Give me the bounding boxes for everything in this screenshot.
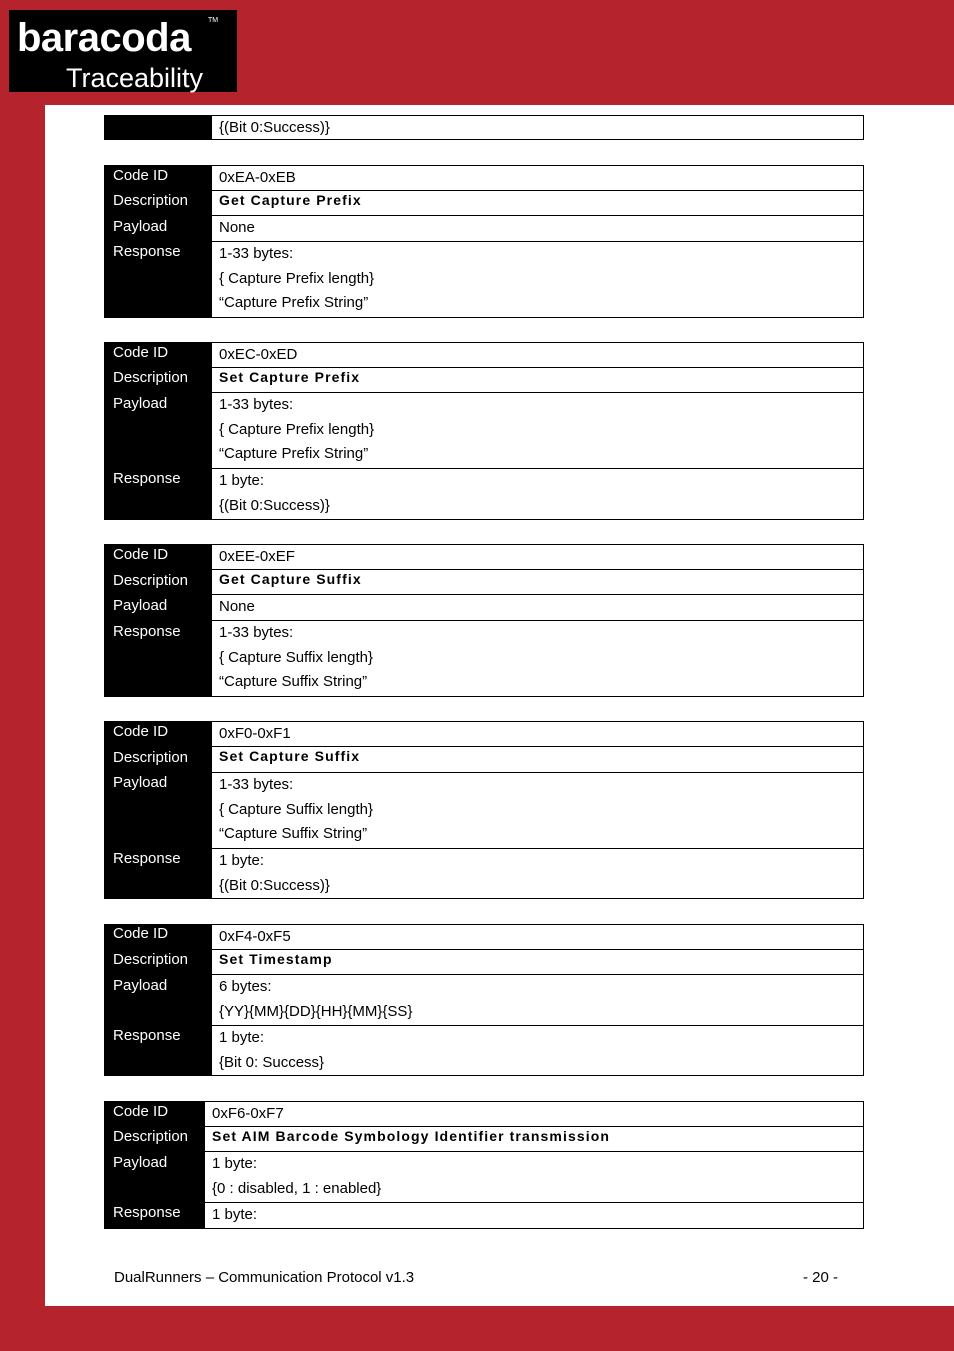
response-cell [211, 115, 864, 140]
payload-line: None [219, 598, 255, 615]
description-value: Set Capture Prefix [219, 369, 361, 385]
payload-cell [211, 393, 864, 469]
response-label: Response [113, 850, 181, 867]
payload-label: Payload [113, 218, 168, 235]
payload-cell [204, 1152, 864, 1203]
description-value: Set Timestamp [219, 951, 333, 967]
description-cell [204, 1127, 864, 1152]
command-table-0xEC [104, 342, 864, 520]
logo-brand: baracoda [17, 16, 191, 60]
payload-line: {0 : disabled, 1 : enabled} [212, 1179, 382, 1197]
payload-label: Payload [113, 774, 168, 791]
payload-label: Payload [113, 977, 168, 994]
description-label: Description [113, 572, 189, 589]
response-cell [211, 469, 864, 520]
label-column [104, 115, 212, 140]
code-id-cell [204, 1101, 864, 1127]
response-line: 1 byte: [219, 852, 265, 869]
code-id-cell [211, 544, 864, 570]
response-cell [211, 242, 864, 318]
description-cell [211, 950, 864, 975]
response-line: “Capture Suffix String” [219, 673, 368, 690]
response-label: Response [113, 623, 181, 640]
payload-cell [211, 975, 864, 1026]
description-value: Get Capture Suffix [219, 571, 362, 587]
code-id-value: 0xEA-0xEB [219, 169, 296, 186]
payload-cell [211, 216, 864, 242]
response-line: {(Bit 0:Success)} [219, 876, 330, 894]
description-label: Description [113, 749, 189, 766]
payload-line: {YY}{MM}{DD}{HH}{MM}{SS} [219, 1002, 413, 1020]
code-id-cell [211, 924, 864, 950]
payload-label: Payload [113, 395, 168, 412]
response-label: Response [113, 1204, 181, 1221]
payload-line: 6 bytes: [219, 978, 272, 995]
code-id-label: Code ID [113, 344, 169, 361]
description-cell [211, 570, 864, 595]
command-table-0xF0 [104, 721, 864, 899]
response-line: 1-33 bytes: [219, 245, 294, 262]
response-cell [211, 1026, 864, 1076]
response-cell [211, 621, 864, 697]
description-value: Get Capture Prefix [219, 192, 362, 208]
code-id-value: 0xF0-0xF1 [219, 725, 291, 742]
logo-subtitle: Traceability [66, 63, 204, 93]
payload-line: { Capture Prefix length} [219, 420, 375, 438]
command-table-0xEE [104, 544, 864, 697]
description-cell [211, 368, 864, 393]
payload-cell [211, 595, 864, 621]
payload-line: 1-33 bytes: [219, 396, 294, 413]
response-cell [204, 1203, 864, 1229]
payload-line: 1 byte: [212, 1155, 258, 1172]
command-table-0xF4 [104, 924, 864, 1076]
code-id-value: 0xEE-0xEF [219, 548, 295, 565]
code-id-label: Code ID [113, 1103, 169, 1120]
payload-line: { Capture Suffix length} [219, 800, 373, 818]
code-id-label: Code ID [113, 723, 169, 740]
response-line: “Capture Prefix String” [219, 294, 369, 311]
response-line: 1 byte: [212, 1206, 258, 1223]
code-id-cell [211, 165, 864, 191]
table-fragment [104, 115, 864, 140]
payload-cell [211, 773, 864, 849]
response-line: {Bit 0: Success} [219, 1053, 325, 1071]
description-cell [211, 191, 864, 216]
description-cell [211, 747, 864, 773]
code-id-value: 0xEC-0xED [219, 346, 298, 363]
payload-line: “Capture Suffix String” [219, 825, 368, 842]
logo-trademark: TM [208, 17, 219, 24]
response-line: {(Bit 0:Success)} [219, 119, 330, 136]
response-cell [211, 849, 864, 899]
code-id-label: Code ID [113, 546, 169, 563]
label-column [104, 544, 212, 697]
payload-label: Payload [113, 1154, 168, 1171]
response-line: { Capture Prefix length} [219, 269, 375, 287]
code-id-value: 0xF4-0xF5 [219, 928, 291, 945]
code-id-value: 0xF6-0xF7 [212, 1105, 284, 1122]
description-value: Set Capture Suffix [219, 748, 361, 764]
description-label: Description [113, 369, 189, 386]
footer-title: DualRunners – Communication Protocol v1.3 [114, 1269, 415, 1286]
response-line: {(Bit 0:Success)} [219, 496, 330, 514]
description-label: Description [113, 951, 189, 968]
command-table-0xEA [104, 165, 864, 318]
description-value: Set AIM Barcode Symbology Identifier transmission [212, 1128, 611, 1144]
response-line: { Capture Suffix length} [219, 648, 373, 666]
payload-label: Payload [113, 597, 168, 614]
payload-line: “Capture Prefix String” [219, 445, 369, 462]
response-label: Response [113, 243, 181, 260]
command-table-0xF6 [104, 1101, 864, 1229]
response-label: Response [113, 470, 181, 487]
code-id-cell [211, 721, 864, 747]
code-id-cell [211, 342, 864, 368]
description-label: Description [113, 192, 189, 209]
response-line: 1 byte: [219, 472, 265, 489]
code-id-label: Code ID [113, 167, 169, 184]
payload-line: 1-33 bytes: [219, 776, 294, 793]
code-id-label: Code ID [113, 925, 169, 942]
label-column [104, 924, 212, 1076]
response-label: Response [113, 1027, 181, 1044]
page-number: - 20 - [803, 1269, 839, 1286]
response-line: 1-33 bytes: [219, 624, 294, 641]
baracoda-logo [9, 10, 237, 92]
response-line: 1 byte: [219, 1029, 265, 1046]
description-label: Description [113, 1128, 189, 1145]
payload-line: None [219, 219, 255, 236]
